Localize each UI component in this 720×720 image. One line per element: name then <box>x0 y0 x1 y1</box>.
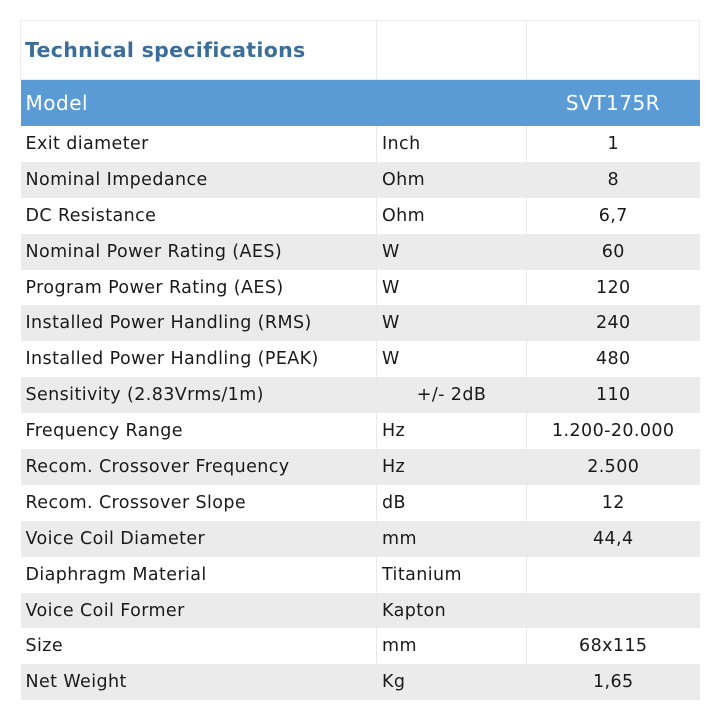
param-name: Voice Coil Diameter <box>21 521 377 557</box>
param-unit: Kg <box>377 664 527 700</box>
title-row-empty-cell <box>527 21 700 80</box>
param-name: Installed Power Handling (PEAK) <box>21 341 377 377</box>
param-value: 1,65 <box>527 664 700 700</box>
table-row <box>21 270 700 306</box>
param-value: 68x115 <box>527 628 700 664</box>
spec-table <box>20 20 700 700</box>
title-row <box>21 21 700 80</box>
param-unit: W <box>377 341 527 377</box>
param-name: Program Power Rating (AES) <box>21 270 377 306</box>
param-name: Recom. Crossover Frequency <box>21 449 377 485</box>
param-value: 110 <box>527 377 700 413</box>
param-value: 480 <box>527 341 700 377</box>
param-unit: Kapton <box>377 593 527 629</box>
param-name: Net Weight <box>21 664 377 700</box>
param-value: 44,4 <box>527 521 700 557</box>
param-unit: W <box>377 270 527 306</box>
param-name: Nominal Power Rating (AES) <box>21 234 377 270</box>
table-title: Technical specifications <box>21 21 377 80</box>
param-unit: +/- 2dB <box>377 377 527 413</box>
param-value: 12 <box>527 485 700 521</box>
param-unit: Inch <box>377 126 527 162</box>
param-value: 120 <box>527 270 700 306</box>
param-unit: W <box>377 305 527 341</box>
table-row <box>21 305 700 341</box>
param-value: 1 <box>527 126 700 162</box>
param-name: DC Resistance <box>21 198 377 234</box>
param-value: 6,7 <box>527 198 700 234</box>
header-row <box>21 80 700 127</box>
param-name: Sensitivity (2.83Vrms/1m) <box>21 377 377 413</box>
param-value: 2.500 <box>527 449 700 485</box>
param-unit: Ohm <box>377 162 527 198</box>
table-row <box>21 198 700 234</box>
table-row <box>21 664 700 700</box>
table-row <box>21 234 700 270</box>
param-unit: Ohm <box>377 198 527 234</box>
table-row <box>21 162 700 198</box>
table-row <box>21 593 700 629</box>
param-value: 240 <box>527 305 700 341</box>
table-row <box>21 126 700 162</box>
param-unit: Titanium <box>377 557 527 593</box>
table-row <box>21 377 700 413</box>
param-value: 8 <box>527 162 700 198</box>
param-name: Voice Coil Former <box>21 593 377 629</box>
model-label: Model <box>21 80 377 127</box>
table-row <box>21 557 700 593</box>
table-row <box>21 449 700 485</box>
header-empty-cell <box>377 80 527 127</box>
param-unit: Hz <box>377 413 527 449</box>
param-name: Recom. Crossover Slope <box>21 485 377 521</box>
param-unit: W <box>377 234 527 270</box>
table-row <box>21 485 700 521</box>
table-row <box>21 413 700 449</box>
table-row <box>21 341 700 377</box>
table-row <box>21 628 700 664</box>
param-value <box>527 593 700 629</box>
param-value <box>527 557 700 593</box>
param-unit: dB <box>377 485 527 521</box>
param-value: 1.200-20.000 <box>527 413 700 449</box>
table-row <box>21 521 700 557</box>
param-unit: mm <box>377 521 527 557</box>
param-name: Nominal Impedance <box>21 162 377 198</box>
param-unit: mm <box>377 628 527 664</box>
model-value: SVT175R <box>527 80 700 127</box>
param-name: Frequency Range <box>21 413 377 449</box>
param-name: Size <box>21 628 377 664</box>
title-row-empty-cell <box>377 21 527 80</box>
param-name: Exit diameter <box>21 126 377 162</box>
param-unit: Hz <box>377 449 527 485</box>
param-value: 60 <box>527 234 700 270</box>
param-name: Diaphragm Material <box>21 557 377 593</box>
param-name: Installed Power Handling (RMS) <box>21 305 377 341</box>
